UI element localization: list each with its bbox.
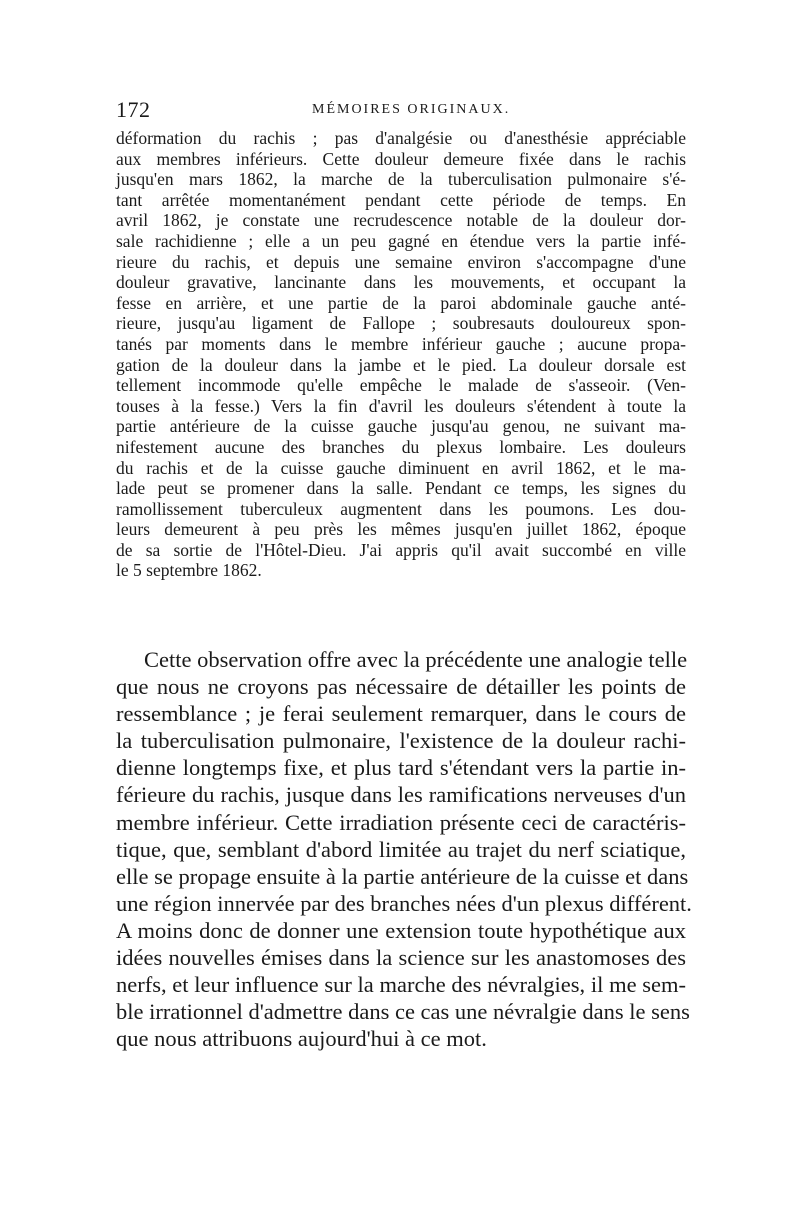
text-line: A moins donc de donner une extension toute hypothétique aux [116, 917, 686, 943]
text-line: aux membres inférieurs. Cette douleur demeure fixée dans le rachis [116, 148, 686, 169]
text-line: nifestement aucune des branches du plexus lombaire. Les douleurs [116, 436, 686, 457]
text-line: sale rachidienne ; elle a un peu gagné en étendue vers la partie infé- [116, 230, 686, 251]
text-line: du rachis et de la cuisse gauche diminuent en avril 1862, et le ma- [116, 457, 686, 478]
text-line: ble irrationnel d'admettre dans ce cas une névralgie dans le sens [116, 999, 690, 1025]
text-line: férieure du rachis, jusque dans les ramifications nerveuses d'un [116, 782, 686, 808]
text-line: que nous ne croyons pas nécessaire de détailler les points de [116, 674, 686, 700]
text-line: rieure, jusqu'au ligament de Fallope ; soubresauts douloureux spon- [116, 313, 686, 334]
text-line: que nous attribuons aujourd'hui à ce mot. [116, 1026, 487, 1052]
text-line: idées nouvelles émises dans la science sur les anastomoses des [116, 945, 686, 971]
running-head [116, 96, 686, 124]
text-line: tellement incommode qu'elle empêche le malade de s'asseoir. (Ven- [116, 375, 686, 396]
page-number: 172 [116, 97, 151, 122]
commentary-paragraph [116, 646, 692, 1052]
text-line: déformation du rachis ; pas d'analgésie ou d'anesthésie appréciable [116, 128, 686, 148]
text-line: une région innervée par des branches nées d'un plexus différent. [116, 890, 692, 916]
text-line: douleur gravative, lancinante dans les mouvements, et occupant la [116, 272, 686, 293]
text-line: gation de la douleur dans la jambe et le pied. La douleur dorsale est [116, 354, 686, 375]
text-line: lade peut se promener dans la salle. Pendant ce temps, les signes du [116, 478, 686, 499]
text-line: de sa sortie de l'Hôtel-Dieu. J'ai appris qu'il avait succombé en ville [116, 539, 686, 560]
case-observation-paragraph [116, 128, 686, 581]
text-line: la tuberculisation pulmonaire, l'existence de la douleur rachi- [116, 728, 686, 754]
text-line: fesse en arrière, et une partie de la paroi abdominale gauche anté- [116, 292, 686, 313]
text-line: tanés par moments dans le membre inférieur gauche ; aucune propa- [116, 333, 686, 354]
text-line: tique, que, semblant d'abord limitée au trajet du nerf sciatique, [116, 836, 686, 862]
text-line: jusqu'en mars 1862, la marche de la tuberculisation pulmonaire s'é- [116, 169, 686, 190]
text-line: elle se propage ensuite à la partie antérieure de la cuisse et dans [116, 863, 689, 889]
text-line: touses à la fesse.) Vers la fin d'avril les douleurs s'étendent à toute la [116, 395, 686, 416]
text-line: leurs demeurent à peu près les mêmes jusqu'en juillet 1862, époque [116, 519, 686, 540]
text-line: ramollissement tuberculeux augmentent dans les poumons. Les dou- [116, 498, 686, 519]
running-title: MÉMOIRES ORIGINAUX. [312, 102, 511, 117]
text-line: avril 1862, je constate une recrudescence notable de la douleur dor- [116, 210, 686, 231]
text-line: tant arrêtée momentanément pendant cette période de temps. En [116, 189, 686, 210]
text-line: partie antérieure de la cuisse gauche jusqu'au genou, ne suivant ma- [116, 416, 686, 437]
text-line: rieure du rachis, et depuis une semaine environ s'accompagne d'une [116, 251, 686, 272]
text-line: ressemblance ; je ferai seulement remarquer, dans le cours de [116, 701, 686, 727]
text-line: le 5 septembre 1862. [116, 560, 262, 581]
text-line: dienne longtemps fixe, et plus tard s'étendant vers la partie in- [116, 755, 686, 781]
text-line: membre inférieur. Cette irradiation présente ceci de caractéris- [116, 809, 686, 835]
text-line: nerfs, et leur influence sur la marche des névralgies, il me sem- [116, 972, 686, 998]
text-line: Cette observation offre avec la précédente une analogie telle [144, 647, 688, 672]
